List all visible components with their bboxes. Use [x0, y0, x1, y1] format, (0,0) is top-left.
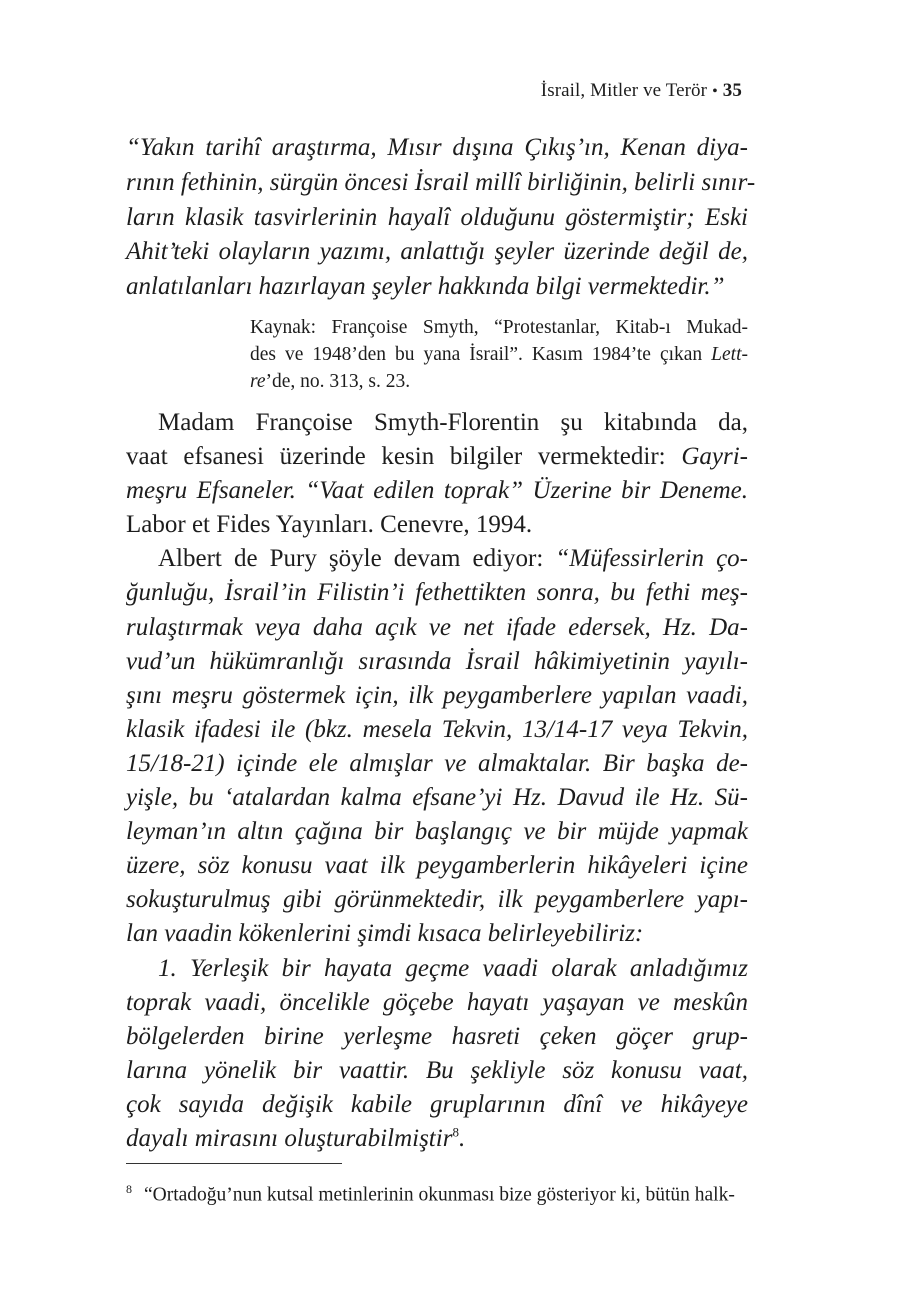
page-number: 35 [722, 80, 742, 101]
running-header [541, 80, 742, 102]
paragraph-2-line: ğunluğu, İsrail’in Filistin’i fethettikten sonra, bu fethi meş- [126, 579, 748, 607]
footnote-reference: 8 [452, 1124, 459, 1140]
quote-line: rının fethinin, sürgün öncesi İsrail millî birliğinin, belirli sınır- [126, 168, 756, 196]
footnote-divider [126, 1163, 342, 1164]
footnote-number: 8 [126, 1182, 132, 1196]
block-quote [126, 131, 756, 305]
quote-source [250, 314, 748, 396]
paragraph-1-line: Madam Françoise Smyth-Florentin şu kitabında da, [158, 409, 748, 436]
quote-line: ların klasik tasvirlerinin hayalî olduğunu göstermiştir; Eski [126, 203, 748, 231]
paragraph-3-line: çok sayıda değişik kabile gruplarının dînî ve hikâyeye [126, 1090, 748, 1118]
paragraph-2-line: rulaştırmak veya daha açık ve net ifade edersek, Hz. Da- [126, 613, 748, 641]
main-text [126, 406, 748, 1156]
paragraph-3-line: toprak vaadi, öncelikle göçebe hayatı yaşayan ve meskûn [126, 988, 748, 1016]
source-line: des ve 1948’den bu yana İsrail”. Kasım 1984’te çıkan Lett- [250, 344, 748, 366]
paragraph-2-line: yişle, bu ‘atalardan kalma efsane’yi Hz. Davud ile Hz. Sü- [126, 784, 748, 812]
footnote-text: “Ortadoğu’nun kutsal metinlerinin okunması bize gösteriyor ki, bütün halk- [144, 1184, 735, 1206]
paragraph-1-line: vaat efsanesi üzerinde kesin bilgiler vermektedir: Gayri- [126, 443, 749, 471]
quote-line: anlatılanları hazırlayan şeyler hakkında bilgi vermektedir.” [126, 273, 725, 301]
paragraph-1-line: meşru Efsaneler. “Vaat edilen toprak” Üzerine bir Deneme. [126, 477, 748, 505]
header-separator: • [712, 83, 718, 100]
running-title: İsrail, Mitler ve Terör [540, 80, 708, 101]
paragraph-2-line: lan vaadin kökenlerini şimdi kısaca belirleyebiliriz: [126, 920, 644, 948]
paragraph-3-line: bölgelerden birine yerleşme hasreti çeken göçer grup- [126, 1022, 748, 1050]
paragraph-2-line: şını meşru göstermek için, ilk peygamberlere yapılan vaadi, [126, 681, 748, 709]
paragraph-2-line: üzere, söz konusu vaat ilk peygamberlerin hikâyeleri içine [126, 852, 748, 880]
quote-line: “Yakın tarihî araştırma, Mısır dışına Çıkış’ın, Kenan diya- [126, 134, 748, 161]
paragraph-3-line: larına yönelik bir vaattir. Bu şekliyle söz konusu vaat, [126, 1056, 748, 1084]
paragraph-2-line: 15/18-21) içinde ele almışlar ve almaktalar. Bir başka de- [126, 749, 748, 777]
source-line: Kaynak: Françoise Smyth, “Protestanlar, Kitab-ı Mukad- [250, 317, 748, 338]
paragraph-3-line: 1. Yerleşik bir hayata geçme vaadi olarak anladığımız [158, 954, 748, 982]
paragraph-2-line: vud’un hükümranlığı sırasında İsrail hâkimiyetinin yayılı- [126, 647, 748, 675]
source-line: re’de, no. 313, s. 23. [250, 371, 411, 393]
paragraph-1-line: Labor et Fides Yayınları. Cenevre, 1994. [126, 511, 533, 539]
paragraph-3-line: dayalı mirasını oluşturabilmiştir$^8$. [126, 1124, 466, 1152]
paragraph-2-line: leyman’ın altın çağına bir başlangıç ve bir müjde yapmak [126, 818, 748, 846]
footnote [126, 1176, 748, 1209]
paragraph-2-line: sokuşturulmuş gibi görünmektedir, ilk peygamberlere yapı- [126, 886, 748, 914]
quote-line: Ahit’teki olayların yazımı, anlattığı şeyler üzerinde değil de, [126, 238, 748, 266]
paragraph-2-line: klasik ifadesi ile (bkz. mesela Tekvin, 13/14-17 veya Tekvin, [126, 715, 748, 743]
paragraph-2-line: Albert de Pury şöyle devam ediyor: “Müfessirlerin ço- [158, 545, 748, 573]
